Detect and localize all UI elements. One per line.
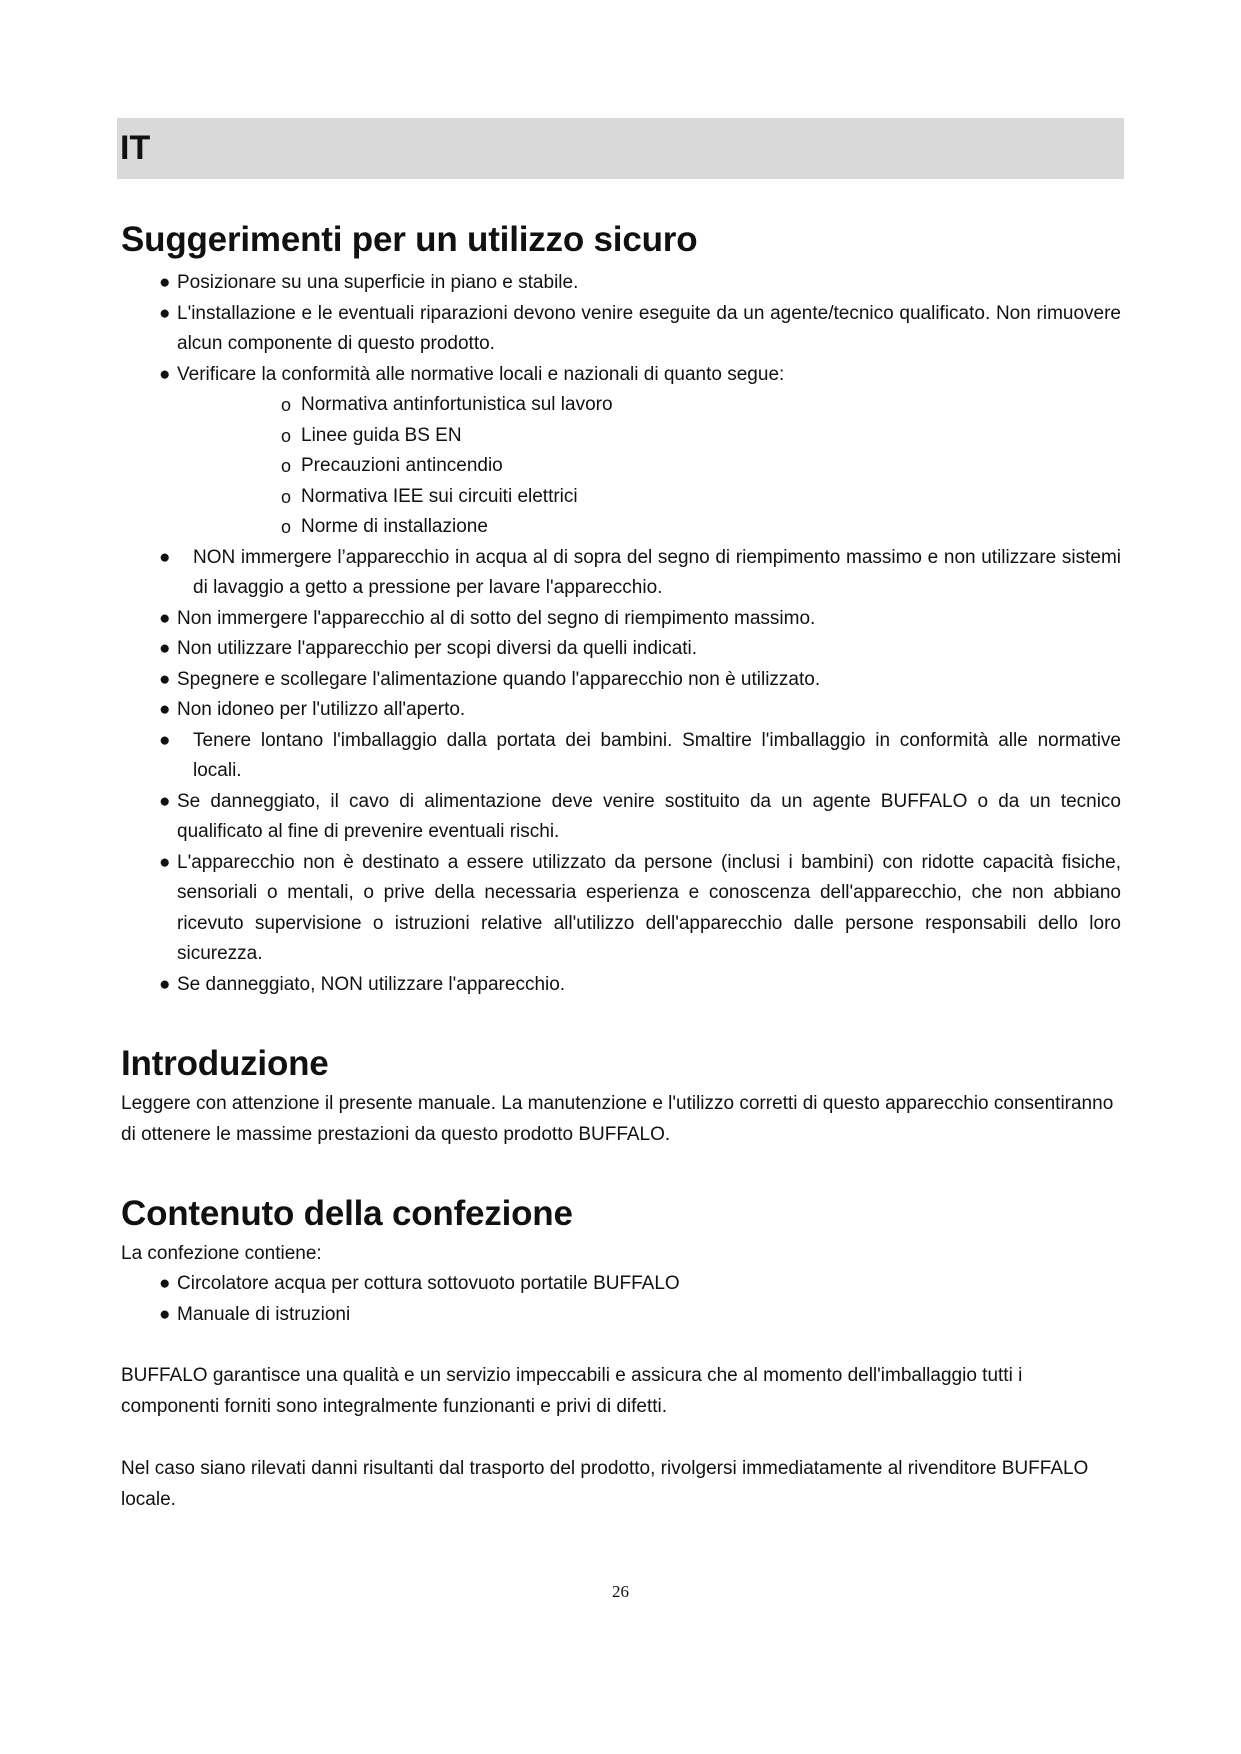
- language-header-band: [117, 118, 1124, 179]
- package-lead: La confezione contiene:: [121, 1243, 322, 1264]
- package-title: Contenuto della confezione: [121, 1194, 573, 1233]
- list-item: ● Spegnere e scollegare l'alimentazione quando l'apparecchio non è utilizzato.: [121, 665, 1121, 696]
- bullet-icon: ●: [159, 302, 171, 324]
- intro-section: [121, 1040, 1121, 1150]
- safety-list: [121, 268, 1121, 1000]
- list-item: ● Circolatore acqua per cottura sottovuoto portatile BUFFALO: [121, 1269, 1121, 1300]
- list-item: ● Non idoneo per l'utilizzo all'aperto.: [121, 695, 1121, 726]
- circle-bullet-icon: o: [281, 425, 292, 446]
- list-item: ● L'apparecchio non è destinato a essere utilizzato da persone (inclusi i bambini) con ridotte capacità fisiche, sensoriali o mentali, o prive della necessaria esperienza e conoscenza dell'apparecchio, che non abbiano ricevuto supervisione o istruzioni relative all'utilizzo dell'apparecchio dalle persone responsabili dello loro sicurezza.: [121, 848, 1121, 970]
- list-item: ● NON immergere l’apparecchio in acqua al di sopra del segno di riempimento massimo e non utilizzare sistemi di lavaggio a getto a pressione per lavare l'apparecchio.: [121, 543, 1121, 604]
- spacer: [121, 1150, 1121, 1190]
- list-item: ● Manuale di istruzioni: [121, 1300, 1121, 1331]
- list-item: ● Non immergere l'apparecchio al di sotto del segno di riempimento massimo.: [121, 604, 1121, 635]
- sub-list-item: o Precauzioni antincendio: [177, 451, 1121, 482]
- bullet-icon: ●: [159, 973, 171, 995]
- circle-bullet-icon: o: [281, 486, 292, 507]
- list-item: ● L'installazione e le eventuali riparazioni devono venire eseguite da un agente/tecnico qualificato. Non rimuovere alcun componente di questo prodotto.: [121, 299, 1121, 360]
- bullet-icon: ●: [159, 668, 171, 690]
- bullet-icon: ●: [159, 363, 171, 385]
- language-code: IT: [120, 129, 151, 167]
- safety-section: [121, 216, 1121, 1000]
- bullet-icon: ●: [159, 851, 171, 873]
- list-item: ● Tenere lontano l'imballaggio dalla portata dei bambini. Smaltire l'imballaggio in conformità alle normative locali.: [121, 726, 1121, 787]
- list-item: ● Non utilizzare l'apparecchio per scopi diversi da quelli indicati.: [121, 634, 1121, 665]
- bullet-icon: ●: [159, 699, 171, 720]
- list-item: ● Verificare la conformità alle normative locali e nazionali di quanto segue: o Normativa antinfortunistica sul lavoro o Linee guida BS EN o Precauzioni antincendio o Normativa IEE sui circuiti elettrici o Norme di installazione: [121, 360, 1121, 543]
- bullet-icon: ●: [159, 638, 171, 659]
- sub-list-item: o Linee guida BS EN: [177, 421, 1121, 452]
- package-list: [121, 1269, 1121, 1330]
- package-section: [121, 1190, 1121, 1515]
- package-paragraph: BUFFALO garantisce una qualità e un servizio impeccabili e assicura che al momento dell'imballaggio tutti i componenti forniti sono integralmente funzionanti e privi di difetti.: [121, 1365, 1023, 1417]
- circle-bullet-icon: o: [281, 517, 292, 537]
- sub-list-item: o Norme di installazione: [177, 512, 1121, 543]
- bullet-icon: ●: [159, 546, 171, 568]
- bullet-icon: ●: [159, 272, 171, 293]
- bullet-icon: ●: [159, 1273, 171, 1294]
- list-item: ● Posizionare su una superficie in piano e stabile.: [121, 268, 1121, 299]
- spacer: [121, 1000, 1121, 1040]
- sub-list-item: o Normativa antinfortunistica sul lavoro: [177, 390, 1121, 421]
- list-item: ● Se danneggiato, il cavo di alimentazione deve venire sostituito da un agente BUFFALO o da un tecnico qualificato al fine di prevenire eventuali rischi.: [121, 787, 1121, 848]
- package-paragraph: Nel caso siano rilevati danni risultanti dal trasporto del prodotto, rivolgersi immediatamente al rivenditore BUFFALO locale.: [121, 1458, 1089, 1510]
- sub-list-item: o Normativa IEE sui circuiti elettrici: [177, 482, 1121, 513]
- safety-title: Suggerimenti per un utilizzo sicuro: [121, 220, 698, 259]
- intro-text: Leggere con attenzione il presente manuale. La manutenzione e l'utilizzo corretti di questo apparecchio consentiranno di ottenere le massime prestazioni da questo prodotto BUFFALO.: [121, 1093, 1114, 1145]
- intro-title: Introduzione: [121, 1044, 329, 1083]
- list-item: ● Se danneggiato, NON utilizzare l'apparecchio.: [121, 970, 1121, 1001]
- bullet-icon: ●: [159, 607, 171, 629]
- sub-list: [177, 390, 1121, 543]
- bullet-icon: ●: [159, 729, 171, 751]
- circle-bullet-icon: o: [281, 456, 292, 476]
- circle-bullet-icon: o: [281, 395, 292, 415]
- bullet-icon: ●: [159, 790, 171, 812]
- bullet-icon: ●: [159, 1303, 171, 1325]
- page-content: [121, 216, 1121, 1515]
- page-number: 26: [612, 1582, 629, 1601]
